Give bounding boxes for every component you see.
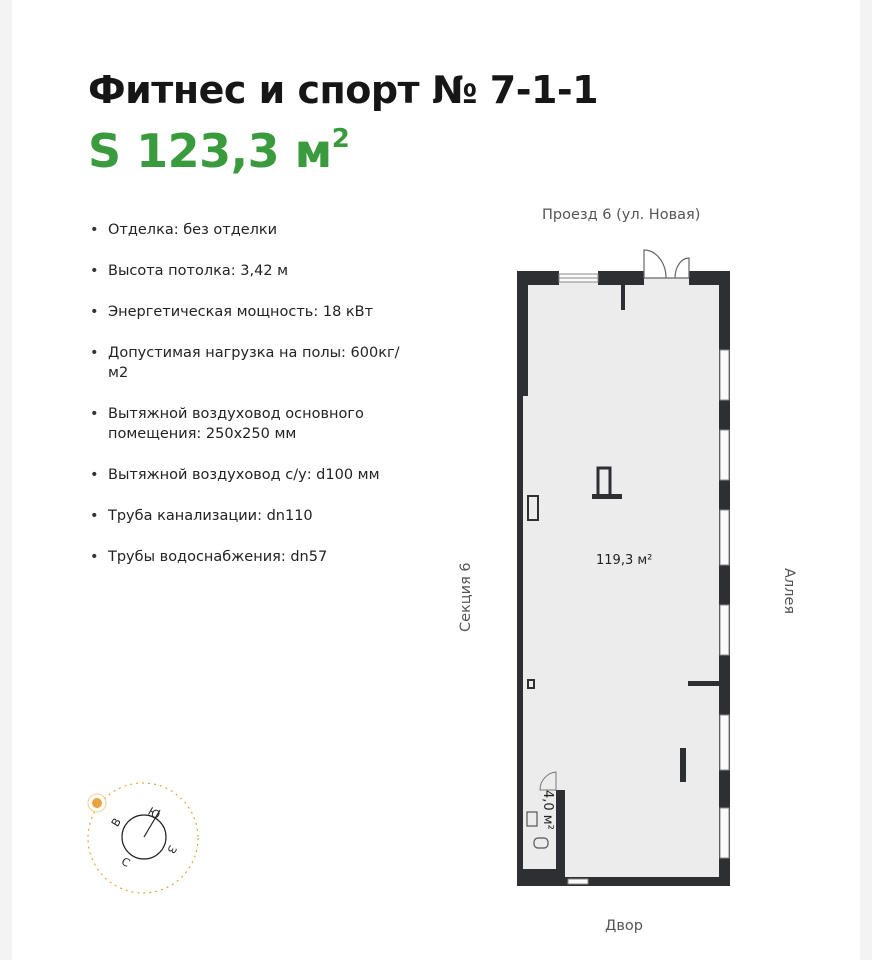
compass-west: З <box>164 843 180 856</box>
duct-base <box>592 494 622 499</box>
label-right-alley: Аллея <box>781 568 797 615</box>
window-right-4 <box>720 605 729 655</box>
sun-path-circle <box>88 783 198 893</box>
door-leaf-left <box>644 250 666 278</box>
compass-east: В <box>108 815 124 829</box>
compass-north: С <box>119 854 133 870</box>
sun-icon <box>92 798 102 808</box>
main-room-area-label: 119,3 м² <box>596 553 653 568</box>
label-top-street: Проезд 6 (ул. Новая) <box>542 207 701 223</box>
wc-area-label: 4,0 м² <box>540 790 555 830</box>
spec-item-water-pipe: • Трубы водоснабжения: dn57 <box>90 547 410 567</box>
wall-bottom <box>517 877 730 886</box>
entrance-door <box>644 250 689 278</box>
window-right-1 <box>720 350 729 400</box>
spec-item-finish: • Отделка: без отделки <box>90 220 410 240</box>
label-left-section: Секция 6 <box>458 562 474 632</box>
window-right-3 <box>720 510 729 565</box>
wc-wall-bottom <box>523 869 565 878</box>
page-title: Фитнес и спорт № 7-1-1 <box>88 68 599 112</box>
label-bottom-yard: Двор <box>605 918 643 934</box>
wall-stub-column <box>680 748 686 782</box>
wall-stub-top <box>621 284 625 310</box>
spec-item-wc-duct: • Вытяжной воздуховод с/у: d100 мм <box>90 465 410 485</box>
compass-south: Ю <box>145 804 163 823</box>
spec-item-floor-load: • Допустимая нагрузка на полы: 600кг/м2 <box>90 343 410 383</box>
spec-item-ceiling-height: • Высота потолка: 3,42 м <box>90 261 410 281</box>
total-area-value: S 123,3 м <box>88 124 332 178</box>
wall-left-upper <box>517 271 528 396</box>
window-right-2 <box>720 430 729 480</box>
wc-wall <box>556 790 565 878</box>
total-area-unit-sup: 2 <box>331 123 350 154</box>
compass-rose <box>88 783 198 893</box>
wall-left-lower <box>517 396 523 883</box>
window-right-5 <box>720 715 729 770</box>
wall-stub-right <box>688 681 720 686</box>
spec-item-power: • Энергетическая мощность: 18 кВт <box>90 302 410 322</box>
door-bottom <box>568 879 588 884</box>
window-right-6 <box>720 808 729 858</box>
spec-item-sewer-pipe: • Труба канализации: dn110 <box>90 506 410 526</box>
wall-top-middle <box>598 271 644 285</box>
door-leaf-right <box>675 258 689 278</box>
spec-item-main-duct: • Вытяжной воздуховод основного помещения: 250х250 мм <box>90 404 410 444</box>
